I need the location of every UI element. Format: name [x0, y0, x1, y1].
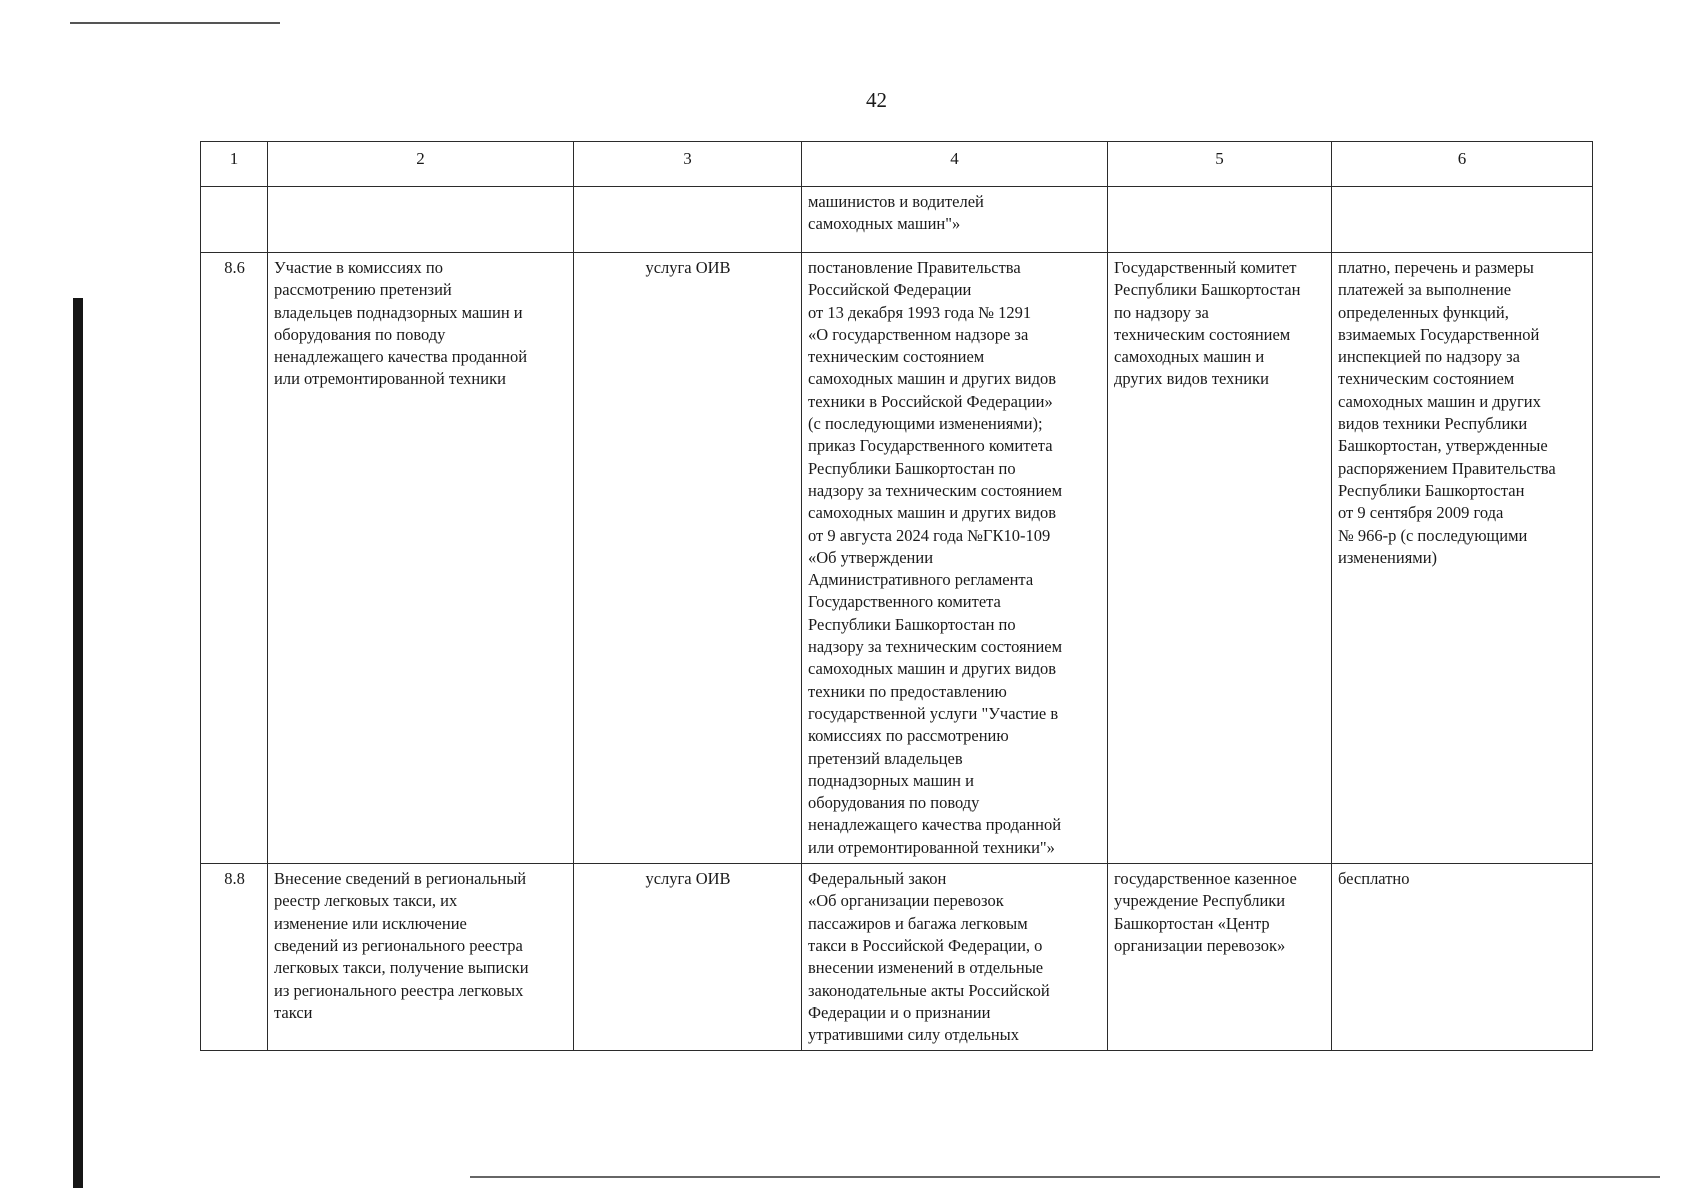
text-line: техническим состоянием [1338, 369, 1515, 389]
scan-edge-bottom [470, 1176, 1660, 1178]
text-line: Республики Башкортостан по [808, 614, 1016, 634]
text-line: техники по предоставлению [808, 681, 1007, 701]
text-line: надзору за техническим состоянием [808, 480, 1063, 500]
text-line: самоходных машин и [1114, 347, 1265, 367]
text-line: Республики Башкортостан [1114, 280, 1301, 300]
text-line: приказ Государственного комитета [808, 436, 1053, 456]
column-header: 6 [1332, 142, 1593, 187]
column-header: 2 [268, 142, 574, 187]
text-line: из регионального реестра легковых [274, 980, 524, 1000]
text-line: или отремонтированной техники [274, 369, 506, 389]
text-line: Федерации и о признании [808, 1002, 991, 1022]
cell-name [268, 187, 574, 253]
cell-fee [1332, 253, 1593, 864]
column-header: 1 [201, 142, 268, 187]
text-line: утратившими силу отдельных [808, 1025, 1020, 1045]
page-number: 42 [866, 88, 887, 112]
text-line: внесении изменений в отдельные [808, 958, 1044, 978]
text-line: постановление Правительства [808, 258, 1021, 277]
text-line: самоходных машин и других [1338, 391, 1541, 411]
text-line: техники в Российской Федерации» [808, 391, 1053, 411]
cell-agency [1108, 253, 1332, 864]
column-header: 3 [574, 142, 802, 187]
text-line: такси в Российской Федерации, о [808, 935, 1043, 955]
text-line: определенных функций, [1338, 302, 1509, 322]
text-line: Государственный комитет [1114, 258, 1297, 277]
text-line: № 966-р (с последующими [1338, 525, 1528, 545]
cell-num: 8.6 [201, 253, 268, 864]
text-line: сведений из регионального реестра [274, 935, 523, 955]
text-line: ненадлежащего качества проданной [274, 347, 528, 367]
scan-edge-left [73, 298, 83, 1188]
text-line: по надзору за [1114, 302, 1209, 322]
table-row-continuation [201, 187, 1593, 253]
text-line: машинистов и водителей [808, 192, 984, 211]
cell-agency [1108, 864, 1332, 1051]
text-line: «Об организации перевозок [808, 891, 1004, 911]
cell-basis [802, 253, 1108, 864]
table-header-row [201, 142, 1593, 187]
text-line: Участие в комиссиях по [274, 258, 443, 277]
cell-basis [802, 187, 1108, 253]
text-line: взимаемых Государственной [1338, 324, 1540, 344]
cell-name [268, 253, 574, 864]
text-line: реестр легковых такси, их [274, 891, 458, 911]
table-row [201, 864, 1593, 1051]
text-line: пассажиров и багажа легковым [808, 913, 1028, 933]
text-line: Административного регламента [808, 570, 1034, 590]
table-row [201, 253, 1593, 864]
text-line: претензий владельцев [808, 748, 963, 768]
text-line: от 9 сентября 2009 года [1338, 503, 1504, 523]
cell-kind [574, 187, 802, 253]
text-line: от 13 декабря 1993 года № 1291 [808, 302, 1032, 322]
text-line: изменение или исключение [274, 913, 467, 933]
text-line: техническим состоянием [1114, 324, 1291, 344]
text-line: оборудования по поводу [808, 793, 980, 813]
text-line: других видов техники [1114, 369, 1269, 389]
text-line: от 9 августа 2024 года №ГК10-109 [808, 525, 1051, 545]
text-line: комиссиях по рассмотрению [808, 726, 1009, 746]
cell-name [268, 864, 574, 1051]
text-line: надзору за техническим состоянием [808, 637, 1063, 657]
text-line: учреждение Республики [1114, 891, 1286, 911]
cell-fee [1332, 864, 1593, 1051]
cell-agency [1108, 187, 1332, 253]
text-line: распоряжением Правительства [1338, 458, 1556, 478]
text-line: самоходных машин и других видов [808, 503, 1057, 523]
text-line: законодательные акты Российской [808, 980, 1050, 1000]
text-line: Внесение сведений в региональный [274, 869, 527, 889]
text-line: «Об утверждении [808, 547, 934, 567]
text-line: видов техники Республики [1338, 414, 1528, 434]
column-header: 5 [1108, 142, 1332, 187]
text-line: бесплатно [1338, 869, 1410, 889]
text-line: Башкортостан, утвержденные [1338, 436, 1548, 456]
registry-table [200, 141, 1593, 1051]
scan-edge-top [70, 22, 280, 24]
text-line: самоходных машин"» [808, 214, 961, 234]
text-line: Башкортостан «Центр [1114, 913, 1270, 933]
text-line: Государственного комитета [808, 592, 1001, 612]
text-line: государственной услуги "Участие в [808, 703, 1059, 723]
column-header: 4 [802, 142, 1108, 187]
text-line: самоходных машин и других видов [808, 369, 1057, 389]
text-line: ненадлежащего качества проданной [808, 815, 1062, 835]
text-line: организации перевозок» [1114, 935, 1286, 955]
text-line: рассмотрению претензий [274, 280, 452, 300]
text-line: самоходных машин и других видов [808, 659, 1057, 679]
text-line: (с последующими изменениями); [808, 414, 1043, 434]
text-line: или отремонтированной техники"» [808, 837, 1055, 857]
text-line: платно, перечень и размеры [1338, 258, 1534, 277]
text-line: техническим состоянием [808, 347, 985, 367]
text-line: изменениями) [1338, 547, 1438, 567]
text-line: поднадзорных машин и [808, 770, 974, 790]
text-line: государственное казенное [1114, 869, 1297, 889]
text-line: Федеральный закон [808, 869, 947, 889]
cell-num: 8.8 [201, 864, 268, 1051]
text-line: оборудования по поводу [274, 324, 446, 344]
text-line: такси [274, 1002, 313, 1022]
cell-basis [802, 864, 1108, 1051]
text-line: платежей за выполнение [1338, 280, 1512, 300]
text-line: Республики Башкортостан [1338, 480, 1525, 500]
cell-fee [1332, 187, 1593, 253]
text-line: Республики Башкортостан по [808, 458, 1016, 478]
text-line: легковых такси, получение выписки [274, 958, 529, 978]
cell-num [201, 187, 268, 253]
cell-kind: услуга ОИВ [574, 864, 802, 1051]
text-line: «О государственном надзоре за [808, 324, 1029, 344]
text-line: Российской Федерации [808, 280, 972, 300]
text-line: владельцев поднадзорных машин и [274, 302, 523, 322]
text-line: инспекцией по надзору за [1338, 347, 1520, 367]
cell-kind: услуга ОИВ [574, 253, 802, 864]
